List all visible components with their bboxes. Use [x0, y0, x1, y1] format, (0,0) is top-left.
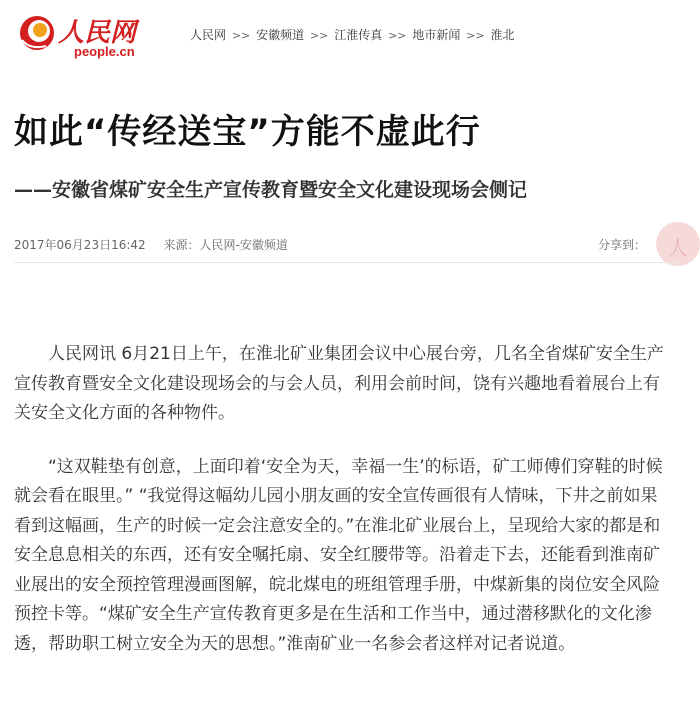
breadcrumb-item-huaibei[interactable]: 淮北	[490, 28, 515, 42]
breadcrumb-item-jianghuai[interactable]: 江淮传真	[334, 28, 383, 42]
article-title: 如此“传经送宝”方能不虚此行	[14, 112, 481, 152]
breadcrumb	[190, 26, 514, 43]
people-cn-logo[interactable]	[18, 10, 138, 62]
logo-text-cn: 人民网	[58, 18, 137, 48]
breadcrumb-item-local-news[interactable]: 地市新闻	[412, 28, 461, 42]
breadcrumb-item-anhui[interactable]: 安徽频道	[256, 28, 305, 42]
publish-date: 2017年06月23日16:42	[14, 238, 146, 252]
article-source[interactable]: 来源：人民网-安徽频道	[163, 238, 288, 252]
divider	[14, 262, 680, 263]
article-meta	[14, 236, 288, 253]
article-body	[14, 340, 666, 683]
breadcrumb-separator: >>	[309, 29, 329, 42]
logo-swirl-icon	[18, 14, 56, 52]
site-header	[0, 0, 680, 68]
breadcrumb-separator: >>	[388, 29, 407, 42]
share-label: 分享到：	[598, 238, 647, 252]
breadcrumb-item-people[interactable]: 人民网	[190, 28, 227, 42]
article-paragraph: 人民网讯 6月21日上午，在淮北矿业集团会议中心展台旁，几名全省煤矿安全生产宣传教育暨安全文化建设现场会的与会人员，利用会前时间，饶有兴趣地看着展台上有关安全文化方面的各种物件。	[14, 344, 664, 423]
share-people-icon[interactable]: 人	[656, 222, 700, 266]
article-paragraph: “这双鞋垫有创意，上面印着‘安全为天，幸福一生’的标语，矿工师傅们穿鞋的时候就会看在眼里。” “我觉得这幅幼儿园小朋友画的安全宣传画很有人情味，下井之前如果看到这幅画，生产的时候一定会注意安全的。”在淮北矿业展台上，呈现给大家的都是和安全息息相关的东西，还有安全嘱托扇、安全红腰带等。沿着走下去，还能看到淮南矿业展出的安全预控管理漫画图解，皖北煤电的班组管理手册，中煤新集的岗位安全风险预控卡等。“煤矿安全生产宣传教育更多是在生活和工作当中，通过潜移默化的文化渗透，帮助职工树立安全为天的思想。”淮南矿业一名参会者这样对记者说道。	[14, 456, 663, 654]
article-subtitle: ——安徽省煤矿安全生产宣传教育暨安全文化建设现场会侧记	[14, 179, 528, 201]
breadcrumb-separator: >>	[466, 29, 485, 42]
breadcrumb-separator: >>	[231, 29, 251, 42]
logo-text-en: people.cn	[74, 44, 135, 59]
